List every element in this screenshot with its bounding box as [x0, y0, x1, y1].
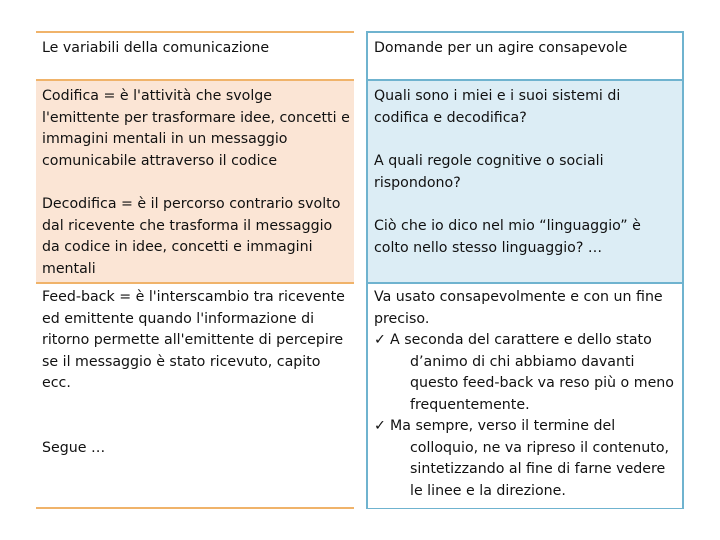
- feedback-definition: Feed-back = è l'interscambio tra ricevente ed emittente quando l'informazione di ritorno permette all'emittente di percepire se il messaggio è stato ricevuto, capito ecc.: [42, 289, 345, 391]
- row2-left-cell: [36, 284, 354, 509]
- row1-left-cell: [36, 81, 354, 284]
- bullet-carattere-first: A seconda del carattere e dello stato: [390, 332, 652, 348]
- bullet-sempre: [374, 416, 676, 438]
- row2-right-cell: [366, 284, 684, 509]
- row1-right-cell: [366, 81, 684, 284]
- codifica-definition: Codifica = è l'attività che svolge l'emittente per trasformare idee, concetti e immagini mentali in un messaggio comunicabile attraverso il codice: [42, 88, 350, 169]
- bullet-sempre-rest: colloquio, ne va ripreso il contenuto, sintetizzando al fine di farne vedere le linee e la direzione.: [410, 439, 670, 499]
- bullet-carattere: [374, 330, 676, 352]
- decodifica-definition: Decodifica = è il percorso contrario svolto dal ricevente che trasforma il messaggio da codice in idee, concetti e immagini mentali: [42, 196, 341, 277]
- bullet-carattere-rest: d’animo di chi abbiamo davanti questo feed-back va reso più o meno frequentemente.: [410, 353, 674, 413]
- check-icon: ✓: [374, 332, 386, 348]
- header-right-text: Domande per un agire consapevole: [374, 40, 628, 56]
- check-icon: ✓: [374, 418, 386, 434]
- header-right-cell: [366, 31, 684, 81]
- question-regole: A quali regole cognitive o sociali rispondono?: [374, 153, 604, 191]
- header-left-cell: [36, 31, 354, 81]
- segue-text: Segue …: [42, 439, 106, 456]
- bullet-sempre-first: Ma sempre, verso il termine del: [390, 418, 616, 434]
- feedback-intro: Va usato consapevolmente e con un fine preciso.: [374, 289, 663, 327]
- question-linguaggio: Ciò che io dico nel mio “linguaggio” è colto nello stesso linguaggio? …: [374, 218, 641, 256]
- header-left-text: Le variabili della comunicazione: [42, 40, 270, 56]
- question-codifica: Quali sono i miei e i suoi sistemi di codifica e decodifica?: [374, 88, 621, 126]
